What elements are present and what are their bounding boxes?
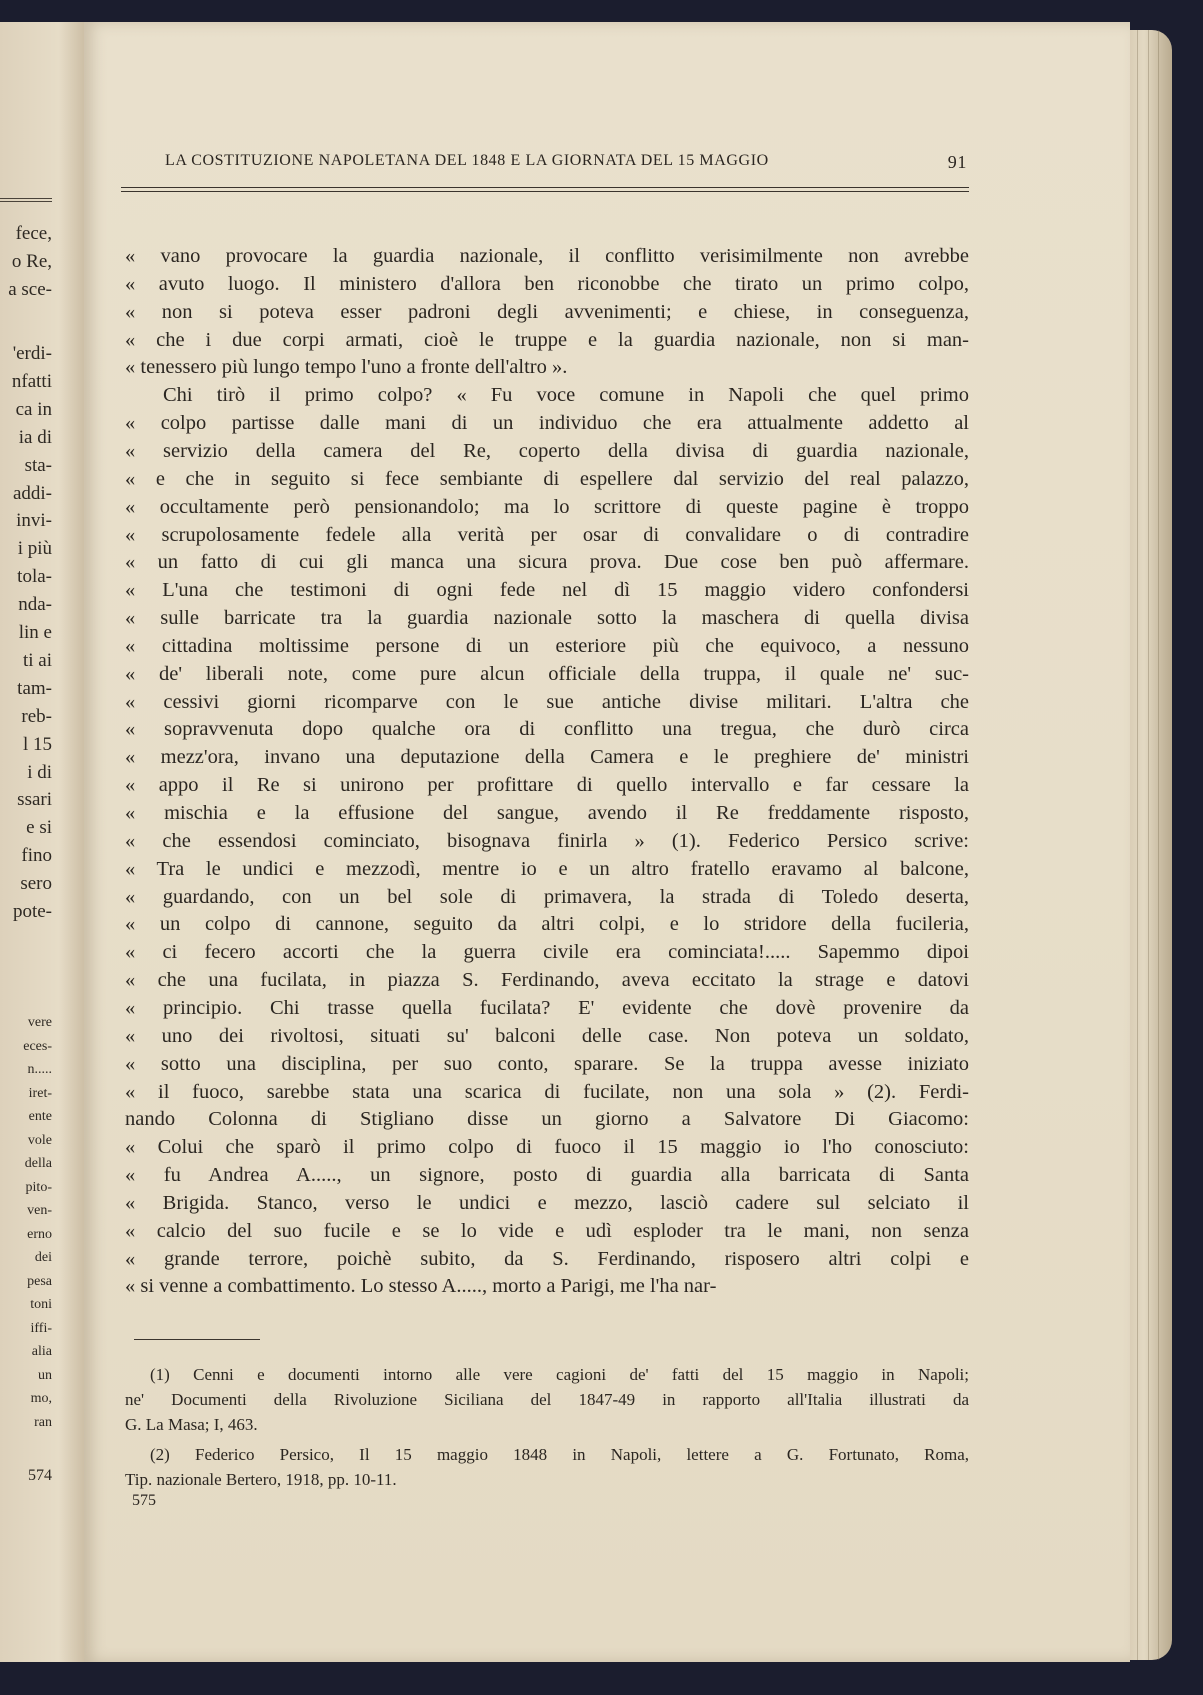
left-text-fragment: reb- [21,705,52,727]
left-text-fragment: ia di [18,426,52,448]
text-line: « e che in seguito si fece sembiante di espellere dal servizio del real palazzo, [125,467,969,490]
text-line: nando Colonna di Stigliano disse un giorno a Salvatore Di Giacomo: [125,1108,969,1131]
left-footnote-fragment: iffi- [30,1320,52,1336]
left-text-fragment: fece, [15,223,52,244]
text-line: « servizio della camera del Re, coperto della divisa di guardia nazionale, [125,439,969,462]
text-line: « cessivi giorni ricomparve con le sue antiche divise militari. L'altra che [125,690,969,713]
left-page-signature: 574 [28,1467,52,1484]
text-line: « Brigida. Stanco, verso le undici e mezzo, lasciò cadere sul selciato il [125,1191,969,1214]
left-text-fragment: sta- [24,454,52,476]
left-text-fragment: nda- [18,594,52,616]
header-rule [121,187,969,192]
left-footnote-fragment: della [24,1156,52,1171]
left-text-fragment: invi- [16,510,52,532]
text-line: « avuto luogo. Il ministero d'allora ben riconobbe che tirato un primo colpo, [125,272,969,295]
text-line: « fu Andrea A....., un signore, posto di guardia alla barricata di Santa [125,1164,969,1187]
left-text-fragment: pote- [12,901,52,922]
text-line: « che una fucilata, in piazza S. Ferdinando, aveva eccitato la strage e datovi [125,969,969,992]
text-line: « Colui che sparò il primo colpo di fuoco il 15 maggio io l'ho conosciuto: [125,1136,969,1159]
left-footnote-fragment: n..... [27,1062,52,1077]
left-footnote-fragment: vere [27,1015,52,1030]
left-footnote-fragment: eces- [23,1038,52,1054]
footnote-line: Tip. nazionale Bertero, 1918, pp. 10-11. [125,1470,397,1489]
text-line: « si venne a combattimento. Lo stesso A....., morto a Parigi, me l'ha nar- [125,1275,717,1298]
left-text-fragment: i più [17,538,52,560]
text-line: « de' liberali note, come pure alcun officiale della truppa, il quale ne' suc- [125,662,969,685]
text-line: « sulle barricate tra la guardia nazionale sotto la maschera di quella divisa [125,607,969,630]
text-line: « colpo partisse dalle mani di un individuo che era attualmente addetto al [125,412,969,435]
text-line: « calcio del suo fucile e se lo vide e udì esploder tra le mani, non senza [125,1219,969,1242]
footnote-line: (1) Cenni e documenti intorno alle vere cagioni de' fatti del 15 maggio in Napoli; [150,1365,969,1384]
text-line: « uno dei rivoltosi, situati su' balconi delle case. Non poteva un soldato, [125,1024,969,1047]
left-text-fragment: ca in [15,398,52,420]
left-footnote-fragment: alia [31,1344,52,1359]
left-footnote-fragment: ven- [27,1203,52,1218]
page-number: 91 [947,152,967,172]
left-text-fragment: nfatti [11,370,52,392]
text-line: « grande terrore, poichè subito, da S. Ferdinando, risposero altri colpi e [125,1247,969,1270]
text-line: « un fatto di cui gli manca una sicura prova. Due cose ben può affermare. [125,551,969,574]
text-line: « vano provocare la guardia nazionale, il conflitto verisimilmente non avrebbe [125,245,969,267]
left-text-fragment: a sce- [8,279,52,300]
text-line: « mezz'ora, invano una deputazione della Camera e le preghiere de' ministri [125,746,969,769]
left-text-fragment: fino [21,845,52,867]
text-line: « cittadina moltissime persone di un esteriore più che equivoco, a nessuno [125,634,969,657]
text-line: « guardando, con un bel sole di primavera, la strada di Toledo deserta, [125,885,969,908]
text-line: « appo il Re si unirono per profittare di quello intervallo e far cessare la [125,774,969,797]
left-footnote-fragment: vole [27,1132,52,1148]
text-line: « L'una che testimoni di ogni fede nel dì 15 maggio videro confondersi [125,579,969,602]
text-line: « principio. Chi trasse quella fucilata? E' evidente che dovè provenire da [125,996,969,1019]
left-text-fragment: ti ai [22,649,52,671]
text-line: « non si poteva esser padroni degli avvenimenti; e chiese, in conseguenza, [125,300,969,323]
left-footnote-fragment: erno [27,1226,52,1242]
left-footnote-fragment: pito- [25,1179,52,1195]
left-footnote-fragment: ente [28,1109,52,1124]
left-footnote-fragment: dei [34,1250,52,1265]
text-line: « ci fecero accorti che la guerra civile era cominciata!..... Sapemmo dipoi [125,941,969,964]
left-header-rule [0,198,52,202]
left-text-fragment: sero [20,873,52,895]
text-line: « sotto una disciplina, per suo conto, sparare. Se la truppa avesse iniziato [125,1052,969,1075]
left-text-fragment: ssari [17,789,52,811]
signature-mark: 575 [132,1492,156,1509]
left-footnote-fragment: un [38,1367,52,1383]
footnote-rule [134,1339,260,1340]
text-line: « Tra le undici e mezzodì, mentre io e un altro fratello eravamo al balcone, [125,857,969,880]
left-footnote-fragment: ran [34,1414,52,1430]
left-text-fragment: i di [27,761,52,783]
text-line: Chi tirò il primo colpo? « Fu voce comune in Napoli che quel primo [163,384,969,407]
left-text-fragment: 'erdi- [12,343,52,364]
text-line: « che essendosi cominciato, bisognava finirla » (1). Federico Persico scrive: [125,829,969,852]
text-line: « che i due corpi armati, cioè le truppe e la guardia nazionale, non si man- [125,328,969,351]
text-line: « occultamente però pensionandolo; ma lo scrittore di queste pagine è troppo [125,495,969,518]
left-footnote-fragment: iret- [28,1085,52,1101]
text-line: « mischia e la effusione del sangue, avendo il Re freddamente risposto, [125,802,969,824]
running-title: LA COSTITUZIONE NAPOLETANA DEL 1848 E LA GIORNATA DEL 15 MAGGIO [165,152,769,169]
left-footnote-fragment: pesa [27,1273,52,1289]
left-text-fragment: tam- [17,677,52,699]
book-page [84,22,1130,1662]
left-footnote-fragment: mo, [30,1391,52,1406]
text-line: « tenessero più lungo tempo l'uno a fronte dell'altro ». [125,356,568,379]
left-text-fragment: o Re, [11,251,52,272]
text-line: « il fuoco, sarebbe stata una scarica di fucilate, non una sola » (2). Ferdi- [125,1080,969,1103]
text-line: « sopravvenuta dopo qualche ora di conflitto una tregua, che durò circa [125,718,969,741]
footnote-line: (2) Federico Persico, Il 15 maggio 1848 in Napoli, lettere a G. Fortunato, Roma, [150,1445,969,1464]
left-text-fragment: lin e [18,622,52,643]
text-line: « scrupolosamente fedele alla verità per osar di convalidare o di contradire [125,523,969,546]
left-text-fragment: addi- [12,482,52,504]
left-facing-page [0,22,84,1662]
footnote-line: ne' Documenti della Rivoluzione Siciliana del 1847-49 in rapporto all'Italia illustrati da [125,1390,969,1409]
left-text-fragment: tola- [17,566,52,588]
footnote-line: G. La Masa; I, 463. [125,1415,258,1434]
left-text-fragment: e si [26,817,52,839]
left-footnote-fragment: toni [30,1297,52,1312]
left-text-fragment: l 15 [22,733,52,755]
text-line: « un colpo di cannone, seguito da altri colpi, e lo stridore della fucileria, [125,913,969,936]
